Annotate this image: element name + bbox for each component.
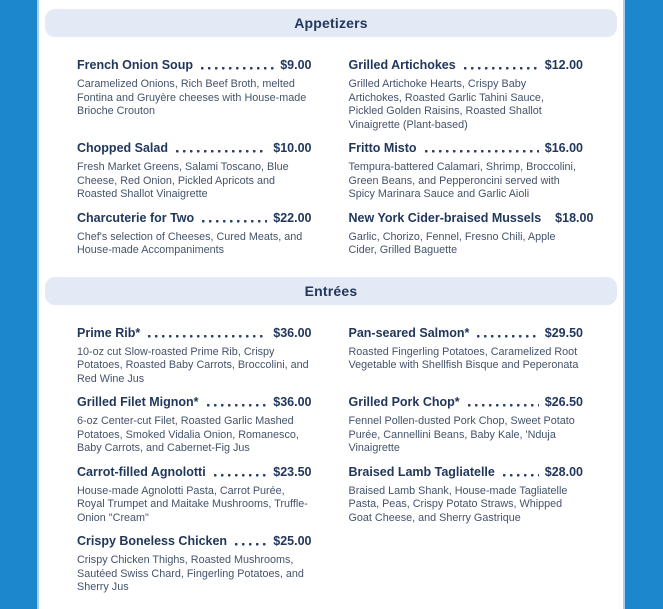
menu-item [77,141,312,202]
section-body [39,305,623,595]
item-price: $29.50 [544,325,583,340]
item-name: Pan-seared Salmon* [348,325,470,340]
item-description: Chef's selection of Cheeses, Cured Meats, and House-made Accompaniments [77,230,303,256]
item-price: $22.00 [273,210,312,225]
dotted-leader [202,220,267,224]
menu-item [77,326,312,387]
menu-item-cell [77,465,312,526]
item-price: $26.50 [544,395,583,409]
item-description: Tempura-battered Calamari, Shrimp, Broccolini, Green Beans, and Pepperoncini served with Spicy Marinara Sauce and Garlic Aioli [348,161,576,200]
item-price: $36.00 [273,395,312,409]
menu-section [39,9,623,258]
item-name: Carrot-filled Agnolotti [77,464,206,479]
item-name: French Onion Soup [77,58,193,72]
menu-item [77,395,312,456]
dotted-leader [176,150,267,154]
menu-item-cell [77,395,312,456]
item-name: Braised Lamb Tagliatelle [348,464,495,479]
item-price: $25.00 [273,534,312,548]
item-price: $18.00 [555,210,594,225]
item-name: New York Cider-braised Mussels [348,210,542,225]
menu-row [77,141,583,202]
item-head [349,141,584,156]
item-price: $12.00 [544,58,583,72]
dotted-leader [235,543,267,547]
item-name: Prime Rib* [77,325,141,340]
dotted-leader [148,335,267,339]
item-description: Caramelized Onions, Rich Beef Broth, melted Fontina and Gruyère cheeses with House-made Brioche Crouton [77,78,307,117]
menu-item-cell [349,326,584,387]
item-description: House-made Agnolotti Pasta, Carrot Purée, Royal Trumpet and Maitake Mushrooms, Truffle-Onion "Cream" [77,484,308,524]
menu-card [37,0,625,609]
item-description: Garlic, Chorizo, Fennel, Fresno Chili, Apple Cider, Grilled Baguette [348,230,556,256]
menu-item [77,465,312,526]
menu-row [77,326,583,387]
menu-item [349,395,584,456]
menu-item-cell [77,141,312,202]
dotted-leader [425,150,539,154]
item-name: Fritto Misto [348,141,417,155]
menu-item-cell [348,210,594,258]
item-name: Grilled Pork Chop* [348,395,460,409]
dotted-leader [207,404,268,408]
dotted-leader [464,67,539,71]
item-head [77,58,312,73]
menu-section [39,277,623,595]
item-price: $36.00 [273,325,312,340]
item-description: Fresh Market Greens, Salami Toscano, Blue Cheese, Red Onion, Pickled Apricots and Roasted Shallot Vinaigrette [77,161,289,200]
item-price: $10.00 [273,141,312,155]
menu-item-cell [349,395,584,456]
menu-row [77,395,583,456]
item-description: 10-oz cut Slow-roasted Prime Rib, Crispy Potatoes, Roasted Baby Carrots, Broccolini, and Red Wine Jus [77,345,309,385]
section-body [39,37,623,258]
dotted-leader [503,474,539,478]
menu-item [77,58,312,119]
section-title: Appetizers [294,15,368,31]
menu-item-cell [77,211,312,258]
item-price: $9.00 [280,58,312,72]
item-head [348,210,594,226]
menu-item [348,210,594,258]
item-head [349,465,584,480]
item-name: Grilled Filet Mignon* [77,395,199,409]
item-head [77,395,312,410]
menu-item [349,58,584,132]
section-header [45,9,617,37]
menu-item-cell [77,58,312,132]
item-head [349,326,584,341]
menu-item-cell [349,58,584,132]
item-price: $23.50 [273,464,312,479]
item-name: Charcuterie for Two [77,210,195,225]
item-description: Grilled Artichoke Hearts, Crispy Baby Artichokes, Roasted Garlic Tahini Sauce, Pickled Golden Raisins, Roasted Shallot Vinaigrette (Plant-based) [348,78,544,131]
item-name: Chopped Salad [77,141,168,155]
menu-item-cell [77,534,312,595]
item-name: Grilled Artichokes [348,58,456,72]
menu-row [77,210,594,258]
item-head [349,395,584,410]
dotted-leader [214,474,268,478]
item-description: 6-oz Center-cut Filet, Roasted Garlic Mashed Potatoes, Smoked Vidalia Onion, Romanesco, Baby Carrots, and Cabernet-Fig Jus [77,415,299,454]
item-price: $28.00 [544,464,583,479]
section-header [45,277,617,305]
item-head [77,326,312,341]
menu-item-cell [349,534,584,595]
menu-item [77,211,312,258]
item-head [77,211,312,226]
menu-row [77,534,583,595]
item-description: Fennel Pollen-dusted Pork Chop, Sweet Potato Purée, Cannellini Beans, Baby Kale, 'Nduja Vinaigrette [348,415,575,454]
item-description: Braised Lamb Shank, House-made Tagliatelle Pasta, Peas, Crispy Potato Straws, Whipped Goat Cheese, and Sherry Gastrique [348,484,568,524]
item-head [77,141,312,156]
menu-row [77,465,583,526]
item-price: $16.00 [544,141,583,155]
menu-item-cell [77,326,312,387]
menu-item [77,534,312,595]
dotted-leader [468,404,539,408]
item-head [77,534,312,549]
item-description: Roasted Fingerling Potatoes, Caramelized Root Vegetable with Shellfish Bisque and Peperonata [348,345,579,371]
menu-item [349,141,584,202]
menu-item [349,326,584,373]
item-description: Crispy Chicken Thighs, Roasted Mushrooms, Sautéed Swiss Chard, Fingerling Potatoes, and Sherry Jus [77,554,304,593]
menu-item-cell [349,465,584,526]
menu-item [349,465,584,526]
menu-item-cell [349,141,584,202]
dotted-leader [477,335,538,339]
menu-row [77,58,583,132]
dotted-leader [201,67,274,71]
item-name: Crispy Boneless Chicken [77,534,228,548]
item-head [77,465,312,480]
section-title: Entrées [304,282,358,299]
item-head [349,58,584,73]
